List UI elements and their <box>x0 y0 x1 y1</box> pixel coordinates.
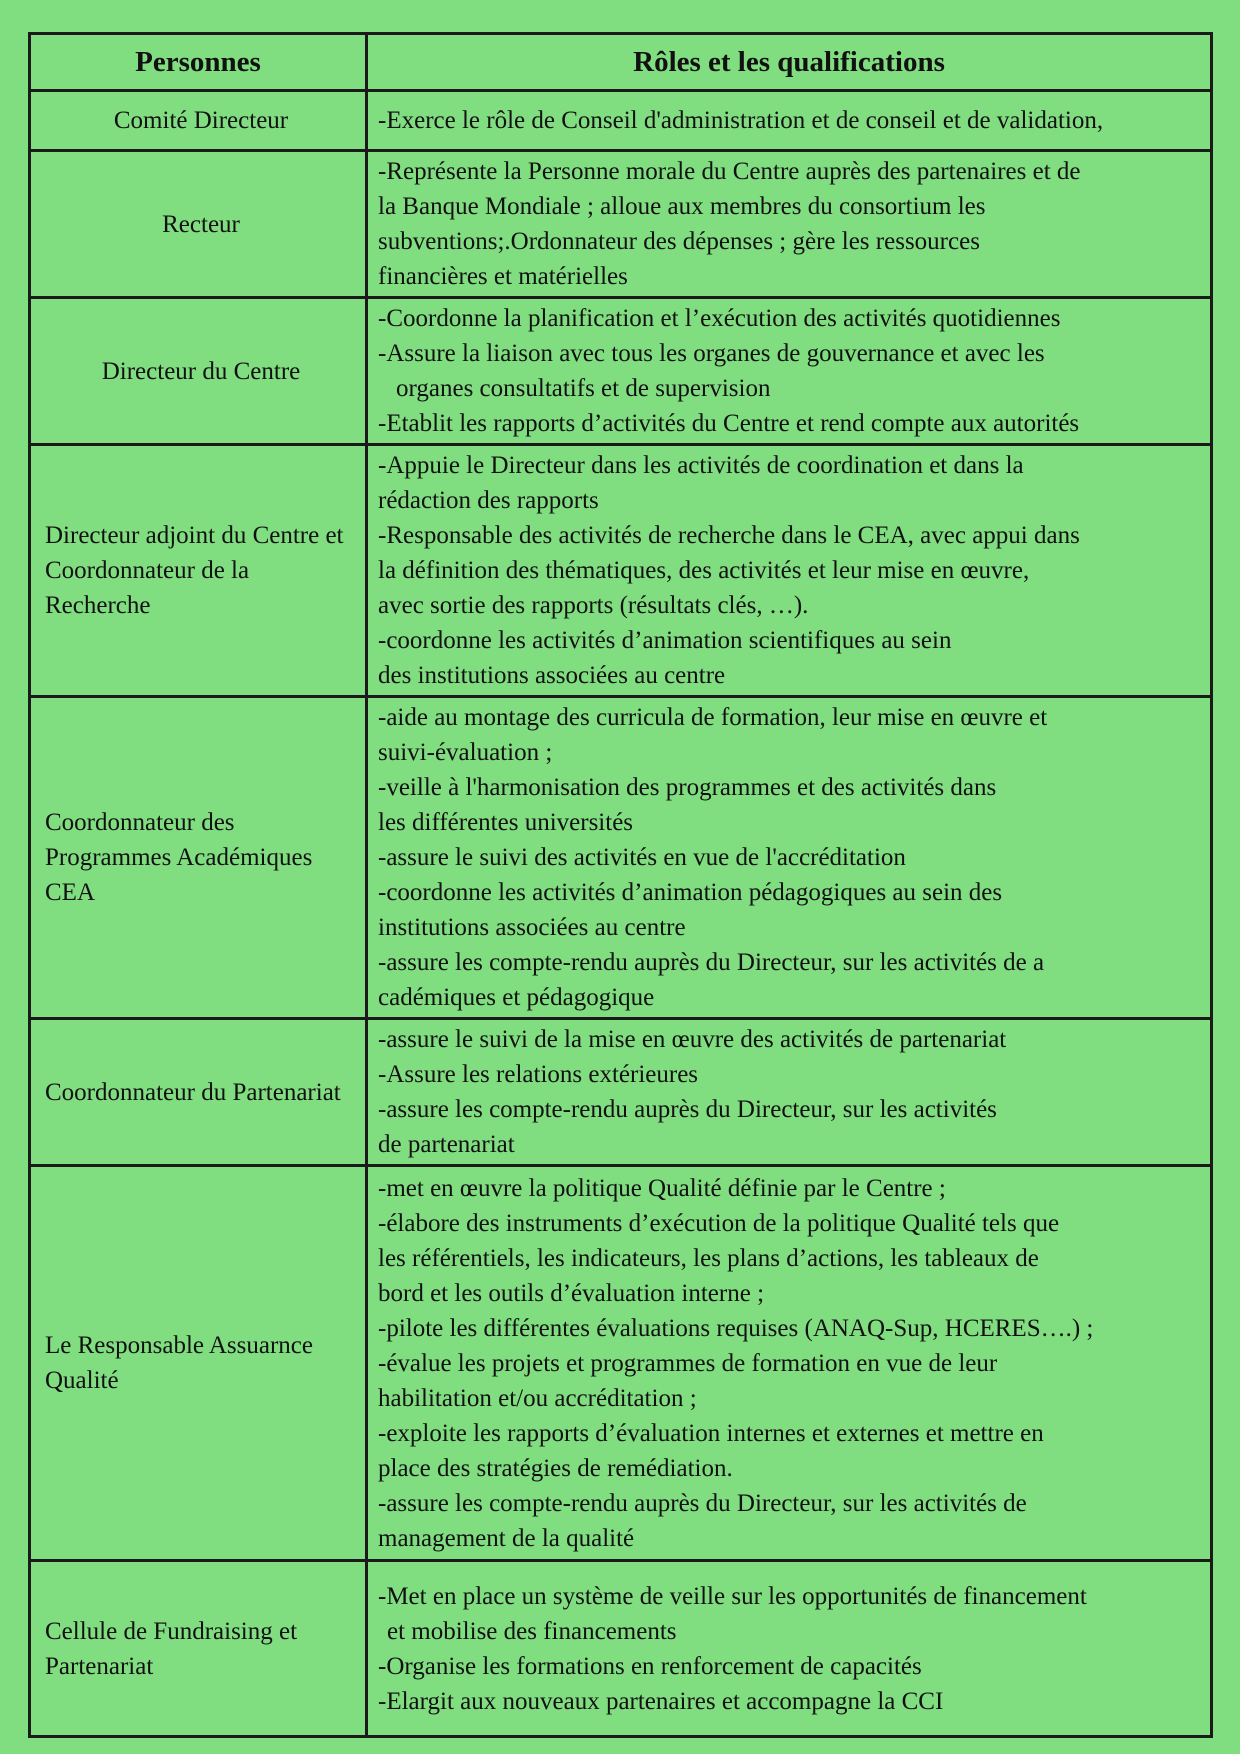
role-line: financières et matérielles <box>378 263 628 290</box>
table-row <box>30 445 1212 697</box>
person-cell: Directeur adjoint du Centre et Coordonnateur de la Recherche <box>30 445 367 697</box>
role-line: -Assure les relations extérieures <box>378 1061 699 1088</box>
role-line: -Etablit les rapports d’activités du Centre et rend compte aux autorités <box>378 410 1080 437</box>
person-cell: Coordonnateur du Partenariat <box>30 1019 367 1166</box>
role-line: -élabore des instruments d’exécution de la politique Qualité tels que <box>378 1209 1060 1237</box>
table-row <box>30 298 1212 445</box>
role-line: -Responsable des activités de recherche dans le CEA, avec appui dans <box>378 522 1080 549</box>
role-line: institutions associées au centre <box>378 914 686 941</box>
person-cell: Comité Directeur <box>30 91 367 151</box>
role-line: -assure le suivi de la mise en œuvre des activités de partenariat <box>378 1026 1007 1053</box>
role-line: -assure les compte-rendu auprès du Directeur, sur les activités <box>378 1096 997 1123</box>
roles-cell <box>367 445 1212 697</box>
role-line: suivi-évaluation ; <box>378 739 553 766</box>
role-line: rédaction des rapports <box>378 487 599 514</box>
roles-cell <box>367 1019 1212 1166</box>
person-cell: Recteur <box>30 151 367 298</box>
role-line: les différentes universités <box>378 809 634 836</box>
role-line: -évalue les projets et programmes de formation en vue de leur <box>378 1349 998 1377</box>
person-cell: Directeur du Centre <box>30 298 367 445</box>
table-header-row <box>30 34 1212 91</box>
role-line: la Banque Mondiale ; alloue aux membres du consortium les <box>378 193 986 220</box>
role-line: la définition des thématiques, des activités et leur mise en œuvre, <box>378 557 1030 584</box>
role-line: -Représente la Personne morale du Centre auprès des partenaires et de <box>378 158 1081 185</box>
role-line: bord et les outils d’évaluation interne ; <box>378 1279 765 1307</box>
table-row <box>30 1561 1212 1737</box>
role-line: place des stratégies de remédiation. <box>378 1454 733 1482</box>
person-cell: Coordonnateur des Programmes Académiques CEA <box>30 697 367 1019</box>
role-line: les référentiels, les indicateurs, les plans d’actions, les tableaux de <box>378 1244 1039 1272</box>
role-line: -pilote les différentes évaluations requises (ANAQ-Sup, HCERES….) ; <box>378 1314 1094 1342</box>
roles-cell <box>367 1561 1212 1737</box>
role-line: -Assure la liaison avec tous les organes de gouvernance et avec les <box>378 340 1045 367</box>
person-cell: Le Responsable Assuarnce Qualité <box>30 1166 367 1561</box>
role-line: -assure les compte-rendu auprès du Directeur, sur les activités de <box>378 1489 1027 1517</box>
column-header-roles: Rôles et les qualifications <box>367 34 1212 91</box>
role-line: -aide au montage des curricula de formation, leur mise en œuvre et <box>378 704 1048 731</box>
table-row <box>30 1019 1212 1166</box>
role-line: -exploite les rapports d’évaluation internes et externes et mettre en <box>378 1419 1044 1447</box>
role-line: -assure le suivi des activités en vue de l'accréditation <box>378 844 906 871</box>
table-row <box>30 91 1212 151</box>
roles-cell <box>367 151 1212 298</box>
roles-cell <box>367 1166 1212 1561</box>
role-line: de partenariat <box>378 1131 515 1158</box>
role-line: -Coordonne la planification et l’exécution des activités quotidiennes <box>378 305 1061 332</box>
role-line: -coordonne les activités d’animation scientifiques au sein <box>378 627 952 654</box>
column-header-personnes: Personnes <box>30 34 367 91</box>
role-line: -met en œuvre la politique Qualité définie par le Centre ; <box>378 1174 946 1202</box>
role-line: avec sortie des rapports (résultats clés, …). <box>378 592 809 619</box>
role-line: -Appuie le Directeur dans les activités de coordination et dans la <box>378 452 1024 479</box>
role-line: -Exerce le rôle de Conseil d'administration et de conseil et de validation, <box>378 107 1104 134</box>
role-line: habilitation et/ou accréditation ; <box>378 1384 697 1412</box>
role-line: des institutions associées au centre <box>378 662 726 689</box>
role-line: organes consultatifs et de supervision <box>396 375 771 402</box>
role-line: -veille à l'harmonisation des programmes et des activités dans <box>378 774 997 801</box>
table-row <box>30 1166 1212 1561</box>
role-line: -assure les compte-rendu auprès du Directeur, sur les activités de a <box>378 949 1045 976</box>
role-line: et mobilise des financements <box>387 1617 677 1645</box>
role-line: management de la qualité <box>378 1524 635 1552</box>
role-line: cadémiques et pédagogique <box>378 984 655 1011</box>
role-line: -Organise les formations en renforcement de capacités <box>378 1652 922 1680</box>
roles-table <box>28 32 1213 1738</box>
roles-cell <box>367 91 1212 151</box>
roles-cell <box>367 697 1212 1019</box>
role-line: -Elargit aux nouveaux partenaires et accompagne la CCI <box>378 1687 944 1715</box>
role-line: subventions;.Ordonnateur des dépenses ; gère les ressources <box>378 228 980 255</box>
role-line: -Met en place un système de veille sur les opportunités de financement <box>378 1582 1087 1610</box>
person-cell: Cellule de Fundraising et Partenariat <box>30 1561 367 1737</box>
roles-cell <box>367 298 1212 445</box>
table-row <box>30 697 1212 1019</box>
role-line: -coordonne les activités d’animation pédagogiques au sein des <box>378 879 1003 906</box>
table-row <box>30 151 1212 298</box>
